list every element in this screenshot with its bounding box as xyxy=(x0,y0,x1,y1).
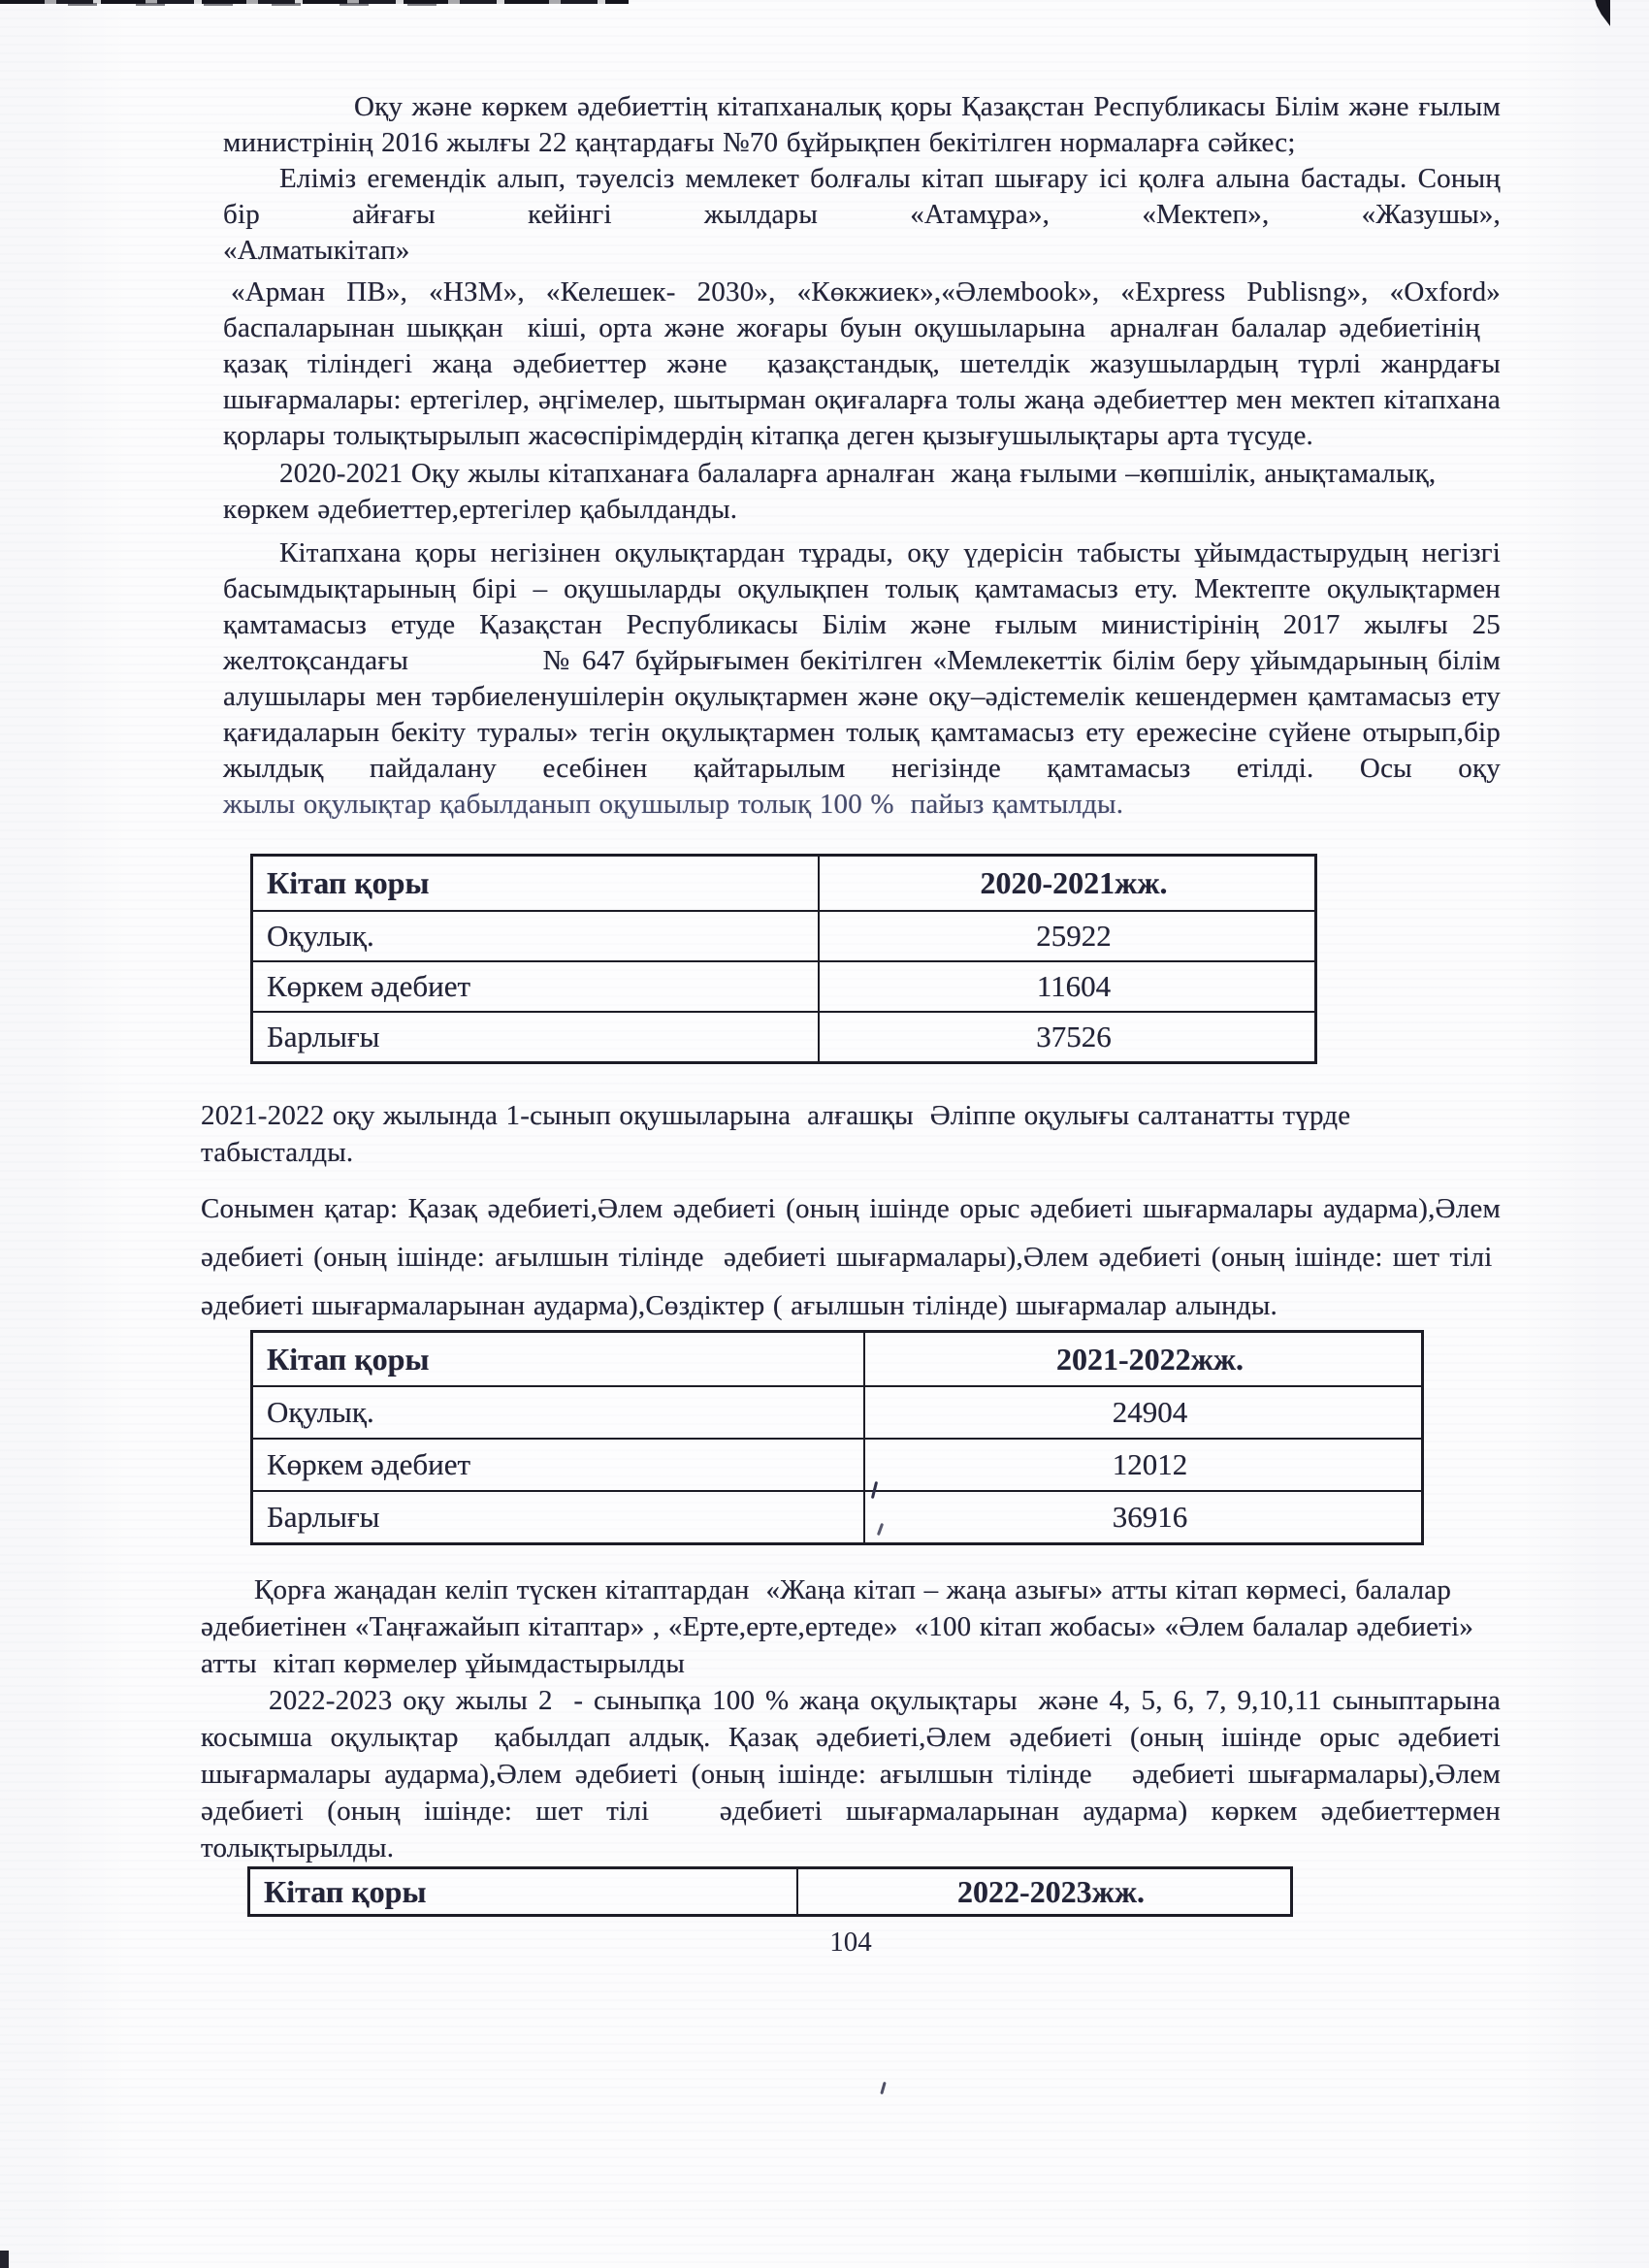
row-label: Көркем әдебиет xyxy=(252,961,820,1012)
table-row xyxy=(252,1012,1316,1063)
column-header-fund: Кітап қоры xyxy=(252,1332,865,1387)
table-header-row xyxy=(252,856,1316,912)
row-label: Оқулық. xyxy=(252,1386,865,1439)
paragraph-2020-2021-acquisitions: 2020-2021 Оқу жылы кітапханаға балаларға арналған жаңа ғылыми –көпшілік, анықтамалық, көркем әдебиеттер,ертегілер қабылданды. xyxy=(223,458,1437,525)
table-row xyxy=(252,961,1316,1012)
row-label: Барлығы xyxy=(252,1012,820,1063)
row-value: 24904 xyxy=(864,1386,1423,1439)
row-value: 12012 xyxy=(864,1439,1423,1491)
paragraph-publisher-list: «Арман ПВ», «НЗМ», «Келешек- 2030», «Көкжиек»,«Әлемbook», «Express Publisng», «Oxford» баспаларынан шыққан кіші, орта және жоғары буын оқушыларына арналған балалар әдебиетінің қазақ тіліндегі жаңа әдебиеттер және қазақстандық, шетелдік жазушылардың түрлі жанрдағы шығармалары: ертегілер, әңгімелер, шытырман оқиғаларға толы жаңа әдебиеттер мен мектеп кітапхана қорлары толықтырылып жасөспірімдердің кітапқа деген қызығушылықтары арта түсуде. xyxy=(223,276,1501,451)
paragraph-independence-publishers: Еліміз егемендік алып, тәуелсіз мемлекет болғалы кітап шығару ісі қолға алына бастады. Соның бір айғағы кейінгі жылдары «Атамұра», «Мектеп», «Жазушы», xyxy=(223,163,1501,230)
paragraph-almatykitap: «Алматыкітап» xyxy=(223,235,410,266)
row-label: Оқулық. xyxy=(252,911,820,961)
column-header-year: 2022-2023жж. xyxy=(797,1868,1292,1916)
table-row xyxy=(252,911,1316,961)
book-fund-table-2021-2022 xyxy=(250,1330,1424,1545)
table-header-row xyxy=(252,1332,1423,1387)
column-header-fund: Кітап қоры xyxy=(249,1868,798,1916)
paragraph-2022-2023-acquisitions: 2022-2023 оқу жылы 2 - сыныпқа 100 % жаңа оқулықтары және 4, 5, 6, 7, 9,10,11 сыныптарына косымша оқулықтар қабылдап алдық. Қазақ әдебиеті,Әлем әдебиеті (оның ішінде орыс әдебиеті шығармалары аударма),Әлем әдебиеті (оның ішінде: ағылшын тілінде әдебиеті шығармалары),Әлем әдебиеті (оның ішінде: шет тілі әдебиеті шығармаларынан аударма) көркем әдебиеттермен толықтырылды. xyxy=(201,1685,1501,1863)
scan-artifact-top-edge xyxy=(0,0,629,4)
column-header-fund: Кітап қоры xyxy=(252,856,820,912)
document-content xyxy=(201,89,1501,1960)
row-label: Барлығы xyxy=(252,1491,865,1544)
row-value: 11604 xyxy=(819,961,1316,1012)
table-header-row xyxy=(249,1868,1292,1916)
column-header-year: 2021-2022жж. xyxy=(864,1332,1423,1387)
column-header-year: 2020-2021жж. xyxy=(819,856,1316,912)
book-fund-table-2020-2021 xyxy=(250,854,1317,1064)
paragraph-textbook-provision-last-line: жылы оқулықтар қабылданып оқушылыр толық 100 % пайыз қамтылды. xyxy=(223,789,1124,820)
scan-artifact-bottom-left-corner xyxy=(0,2251,9,2268)
table-row xyxy=(252,1491,1423,1544)
scan-artifact-top-edge-secondary xyxy=(68,3,475,6)
row-value: 25922 xyxy=(819,911,1316,961)
book-fund-table-2022-2023 xyxy=(247,1866,1293,1917)
page-number: 104 xyxy=(829,1927,872,1958)
paragraph-textbook-provision: Кітапхана қоры негізінен оқулықтардан тұрады, оқу үдерісін табысты ұйымдастырудың негізгі басымдықтарының бірі – оқушыларды оқулықпен толық қамтамасыз ету. Мектепте оқулықтармен қамтамасыз етуде Қазақстан Республикасы Білім және ғылым министірінің 2017 жылғы 25 желтоқсандағы № 647 бұйрығымен бекітілген «Мемлекеттік білім беру ұйымдарының білім алушылары мен тәрбиеленушілерін оқулықтармен және оқу–әдістемелік кешендермен қамтамасыз ету қағидаларын бекіту туралы» тегін оқулықтармен толық қамтамасыз ету ережесіне сүйене отырып,бір жылдық пайдалану есебінен қайтарылым негізінде қамтамасыз етілді. Осы оқу xyxy=(223,537,1501,784)
row-value: 37526 xyxy=(819,1012,1316,1063)
pen-mark xyxy=(880,2082,886,2094)
paragraph-2021-2022-literature: Сонымен қатар: Қазақ әдебиеті,Әлем әдебиеті (оның ішінде орыс әдебиеті шығармалары аударма),Әлем әдебиеті (оның ішінде: ағылшын тілінде әдебиеті шығармалары),Әлем әдебиеті (оның ішінде: шет тілі әдебиеті шығармаларынан аударма),Сөздіктер ( ағылшын тілінде) шығармалар алынды. xyxy=(201,1193,1501,1321)
scan-artifact-top-right-corner xyxy=(1587,0,1610,26)
row-value: 36916 xyxy=(864,1491,1423,1544)
paragraph-library-fund-norms: Оқу және көркем әдебиеттің кітапханалық қоры Қазақстан Республикасы Білім және ғылым министрінің 2016 жылғы 22 қаңтардағы №70 бұйрықпен бекітілген нормаларға сәйкес; xyxy=(223,91,1501,158)
table-row xyxy=(252,1439,1423,1491)
paragraph-book-exhibitions: Қорға жаңадан келіп түскен кітаптардан «Жаңа кітап – жаңа азығы» атты кітап көрмесі, балалар әдебиетінен «Таңғажайып кітаптар» , «Ерте,ерте,ертеде» «100 кітап жобасы» «Әлем балалар әдебиеті» атты кітап көрмелер ұйымдастырылды xyxy=(201,1574,1482,1679)
row-label: Көркем әдебиет xyxy=(252,1439,865,1491)
table-row xyxy=(252,1386,1423,1439)
paragraph-2021-2022-alippe: 2021-2022 оқу жылында 1-сынып оқушыларына алғашқы Әліппе оқулығы салтанатты түрде табысталды. xyxy=(201,1100,1351,1168)
